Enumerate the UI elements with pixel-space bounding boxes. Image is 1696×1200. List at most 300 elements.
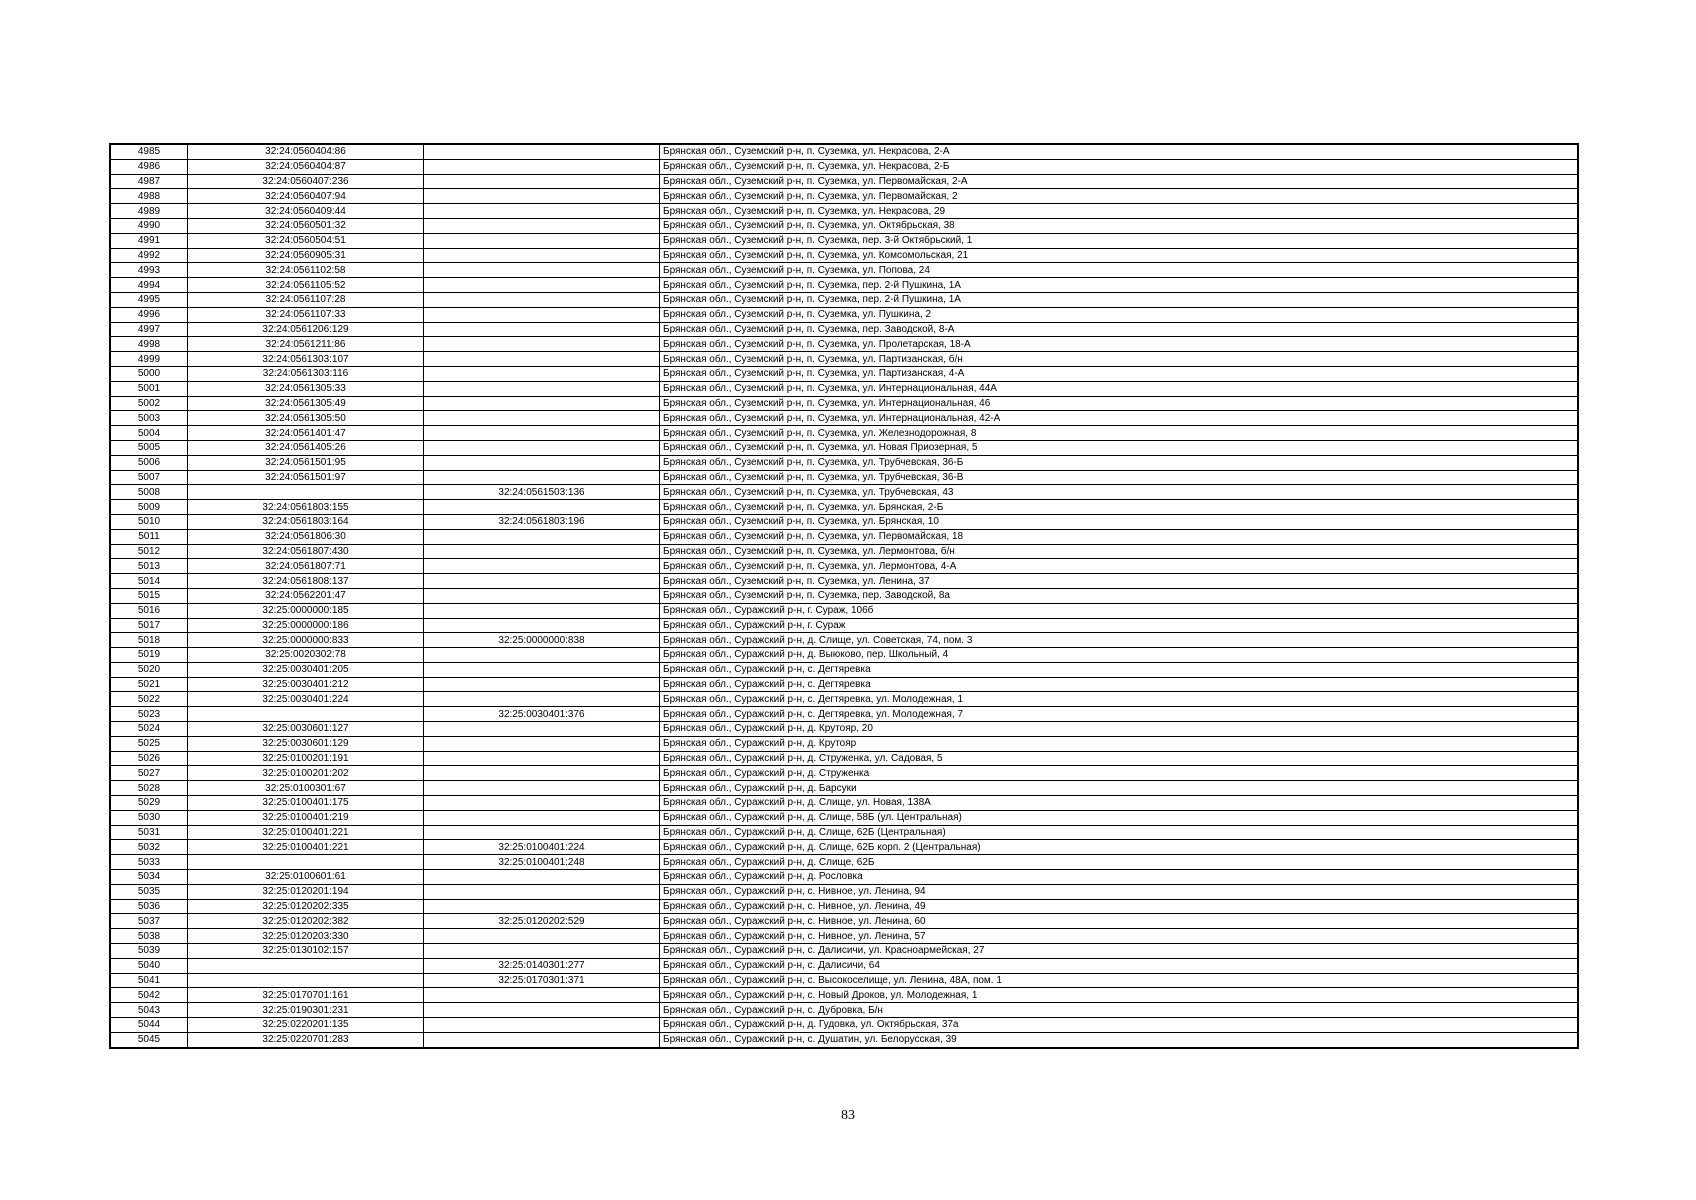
property-register-body bbox=[110, 144, 1578, 1048]
row-number-cell: 5011 bbox=[110, 529, 188, 544]
cadastral-number-cell: 32:25:0000000:833 bbox=[188, 633, 424, 648]
address-cell: Брянская обл., Суземский р-н, п. Суземка, ул. Партизанская, б/н bbox=[660, 352, 1579, 367]
cadastral-number-cell: 32:24:0561807:430 bbox=[188, 544, 424, 559]
related-cadastral-number-cell: 32:25:0140301:277 bbox=[424, 958, 660, 973]
table-row bbox=[110, 159, 1578, 174]
related-cadastral-number-cell bbox=[424, 870, 660, 885]
row-number-cell: 5008 bbox=[110, 485, 188, 500]
related-cadastral-number-cell bbox=[424, 292, 660, 307]
cadastral-number-cell: 32:24:0561807:71 bbox=[188, 559, 424, 574]
table-row bbox=[110, 307, 1578, 322]
address-cell: Брянская обл., Суземский р-н, п. Суземка, пер. 3-й Октябрьский, 1 bbox=[660, 233, 1579, 248]
table-row bbox=[110, 574, 1578, 589]
row-number-cell: 5017 bbox=[110, 618, 188, 633]
row-number-cell: 5012 bbox=[110, 544, 188, 559]
table-row bbox=[110, 322, 1578, 337]
row-number-cell: 4999 bbox=[110, 352, 188, 367]
address-cell: Брянская обл., Суражский р-н, с. Нивное, ул. Ленина, 60 bbox=[660, 914, 1579, 929]
address-cell: Брянская обл., Суземский р-н, п. Суземка, ул. Октябрьская, 38 bbox=[660, 218, 1579, 233]
cadastral-number-cell: 32:25:0100301:67 bbox=[188, 781, 424, 796]
table-row bbox=[110, 1003, 1578, 1018]
cadastral-number-cell: 32:25:0100201:202 bbox=[188, 766, 424, 781]
address-cell: Брянская обл., Суражский р-н, с. Дегтяревка, ул. Молодежная, 1 bbox=[660, 692, 1579, 707]
address-cell: Брянская обл., Суземский р-н, п. Суземка, ул. Трубчевская, 43 bbox=[660, 485, 1579, 500]
table-row bbox=[110, 855, 1578, 870]
related-cadastral-number-cell: 32:25:0120202:529 bbox=[424, 914, 660, 929]
related-cadastral-number-cell bbox=[424, 278, 660, 293]
address-cell: Брянская обл., Суземский р-н, п. Суземка, ул. Интернациональная, 42-А bbox=[660, 411, 1579, 426]
table-row bbox=[110, 588, 1578, 603]
cadastral-number-cell: 32:24:0560407:236 bbox=[188, 174, 424, 189]
address-cell: Брянская обл., Суземский р-н, п. Суземка, ул. Новая Приозерная, 5 bbox=[660, 440, 1579, 455]
row-number-cell: 5020 bbox=[110, 662, 188, 677]
address-cell: Брянская обл., Суражский р-н, с. Дегтяревка bbox=[660, 662, 1579, 677]
address-cell: Брянская обл., Суражский р-н, д. Слище, ул. Советская, 74, пом. 3 bbox=[660, 633, 1579, 648]
address-cell: Брянская обл., Суражский р-н, с. Высокоселище, ул. Ленина, 48А, пом. 1 bbox=[660, 973, 1579, 988]
row-number-cell: 5022 bbox=[110, 692, 188, 707]
related-cadastral-number-cell: 32:25:0170301:371 bbox=[424, 973, 660, 988]
table-row bbox=[110, 352, 1578, 367]
cadastral-number-cell: 32:24:0560501:32 bbox=[188, 218, 424, 233]
cadastral-number-cell: 32:25:0100401:221 bbox=[188, 825, 424, 840]
row-number-cell: 5018 bbox=[110, 633, 188, 648]
table-row bbox=[110, 618, 1578, 633]
table-row bbox=[110, 514, 1578, 529]
cadastral-number-cell: 32:24:0561405:26 bbox=[188, 440, 424, 455]
table-row bbox=[110, 544, 1578, 559]
cadastral-number-cell: 32:25:0030401:212 bbox=[188, 677, 424, 692]
table-row bbox=[110, 825, 1578, 840]
address-cell: Брянская обл., Суражский р-н, с. Дегтяревка bbox=[660, 677, 1579, 692]
row-number-cell: 4995 bbox=[110, 292, 188, 307]
related-cadastral-number-cell bbox=[424, 144, 660, 159]
table-row bbox=[110, 366, 1578, 381]
cadastral-number-cell: 32:24:0561105:52 bbox=[188, 278, 424, 293]
row-number-cell: 5002 bbox=[110, 396, 188, 411]
table-row bbox=[110, 692, 1578, 707]
row-number-cell: 5013 bbox=[110, 559, 188, 574]
table-row bbox=[110, 603, 1578, 618]
cadastral-number-cell: 32:24:0561305:50 bbox=[188, 411, 424, 426]
row-number-cell: 4987 bbox=[110, 174, 188, 189]
address-cell: Брянская обл., Суражский р-н, д. Слище, 62Б bbox=[660, 855, 1579, 870]
table-row bbox=[110, 381, 1578, 396]
address-cell: Брянская обл., Суражский р-н, с. Нивное, ул. Ленина, 94 bbox=[660, 884, 1579, 899]
related-cadastral-number-cell bbox=[424, 899, 660, 914]
cadastral-number-cell: 32:24:0561107:28 bbox=[188, 292, 424, 307]
page-number: 83 bbox=[841, 1108, 855, 1123]
related-cadastral-number-cell bbox=[424, 455, 660, 470]
address-cell: Брянская обл., Суземский р-н, п. Суземка, ул. Лермонтова, б/н bbox=[660, 544, 1579, 559]
row-number-cell: 5006 bbox=[110, 455, 188, 470]
row-number-cell: 5044 bbox=[110, 1018, 188, 1033]
address-cell: Брянская обл., Суражский р-н, д. Рословка bbox=[660, 870, 1579, 885]
related-cadastral-number-cell bbox=[424, 929, 660, 944]
table-row bbox=[110, 973, 1578, 988]
row-number-cell: 5045 bbox=[110, 1032, 188, 1047]
related-cadastral-number-cell: 32:25:0100401:224 bbox=[424, 840, 660, 855]
table-row bbox=[110, 766, 1578, 781]
table-row bbox=[110, 662, 1578, 677]
row-number-cell: 5026 bbox=[110, 751, 188, 766]
row-number-cell: 4997 bbox=[110, 322, 188, 337]
row-number-cell: 5043 bbox=[110, 1003, 188, 1018]
cadastral-number-cell: 32:24:0561211:86 bbox=[188, 337, 424, 352]
row-number-cell: 5003 bbox=[110, 411, 188, 426]
related-cadastral-number-cell bbox=[424, 781, 660, 796]
cadastral-number-cell: 32:24:0561305:49 bbox=[188, 396, 424, 411]
cadastral-number-cell bbox=[188, 958, 424, 973]
row-number-cell: 4986 bbox=[110, 159, 188, 174]
table-row bbox=[110, 470, 1578, 485]
address-cell: Брянская обл., Суражский р-н, с. Далисичи, 64 bbox=[660, 958, 1579, 973]
table-row bbox=[110, 248, 1578, 263]
address-cell: Брянская обл., Суземский р-н, п. Суземка, ул. Первомайская, 18 bbox=[660, 529, 1579, 544]
related-cadastral-number-cell bbox=[424, 440, 660, 455]
row-number-cell: 5000 bbox=[110, 366, 188, 381]
cadastral-number-cell: 32:24:0561303:107 bbox=[188, 352, 424, 367]
related-cadastral-number-cell bbox=[424, 263, 660, 278]
table-row bbox=[110, 174, 1578, 189]
table-row bbox=[110, 278, 1578, 293]
table-row bbox=[110, 648, 1578, 663]
related-cadastral-number-cell bbox=[424, 603, 660, 618]
cadastral-number-cell: 32:24:0560409:44 bbox=[188, 204, 424, 219]
row-number-cell: 5007 bbox=[110, 470, 188, 485]
address-cell: Брянская обл., Суземский р-н, п. Суземка, ул. Некрасова, 29 bbox=[660, 204, 1579, 219]
address-cell: Брянская обл., Суземский р-н, п. Суземка, пер. 2-й Пушкина, 1А bbox=[660, 278, 1579, 293]
related-cadastral-number-cell bbox=[424, 381, 660, 396]
cadastral-number-cell: 32:24:0560504:51 bbox=[188, 233, 424, 248]
cadastral-number-cell: 32:25:0100601:61 bbox=[188, 870, 424, 885]
cadastral-number-cell bbox=[188, 707, 424, 722]
cadastral-number-cell: 32:24:0561501:97 bbox=[188, 470, 424, 485]
related-cadastral-number-cell bbox=[424, 1032, 660, 1047]
related-cadastral-number-cell bbox=[424, 218, 660, 233]
table-row bbox=[110, 337, 1578, 352]
related-cadastral-number-cell bbox=[424, 1018, 660, 1033]
table-row bbox=[110, 144, 1578, 159]
row-number-cell: 5015 bbox=[110, 588, 188, 603]
address-cell: Брянская обл., Суражский р-н, с. Душатин, ул. Белорусская, 39 bbox=[660, 1032, 1579, 1047]
cadastral-number-cell: 32:25:0030601:129 bbox=[188, 736, 424, 751]
table-row bbox=[110, 870, 1578, 885]
cadastral-number-cell: 32:24:0561206:129 bbox=[188, 322, 424, 337]
cadastral-number-cell bbox=[188, 973, 424, 988]
cadastral-number-cell: 32:24:0561803:155 bbox=[188, 500, 424, 515]
address-cell: Брянская обл., Суражский р-н, д. Слище, ул. Новая, 138А bbox=[660, 796, 1579, 811]
address-cell: Брянская обл., Суражский р-н, д. Струженка, ул. Садовая, 5 bbox=[660, 751, 1579, 766]
cadastral-number-cell: 32:25:0170701:161 bbox=[188, 988, 424, 1003]
related-cadastral-number-cell: 32:24:0561503:136 bbox=[424, 485, 660, 500]
row-number-cell: 5041 bbox=[110, 973, 188, 988]
row-number-cell: 5027 bbox=[110, 766, 188, 781]
row-number-cell: 5001 bbox=[110, 381, 188, 396]
row-number-cell: 4991 bbox=[110, 233, 188, 248]
address-cell: Брянская обл., Суземский р-н, п. Суземка, ул. Первомайская, 2-А bbox=[660, 174, 1579, 189]
cadastral-number-cell: 32:25:0020302:78 bbox=[188, 648, 424, 663]
table-row bbox=[110, 929, 1578, 944]
address-cell: Брянская обл., Суземский р-н, п. Суземка, ул. Пролетарская, 18-А bbox=[660, 337, 1579, 352]
cadastral-number-cell: 32:25:0130102:157 bbox=[188, 944, 424, 959]
address-cell: Брянская обл., Суражский р-н, с. Дегтяревка, ул. Молодежная, 7 bbox=[660, 707, 1579, 722]
related-cadastral-number-cell bbox=[424, 426, 660, 441]
table-row bbox=[110, 958, 1578, 973]
table-row bbox=[110, 1018, 1578, 1033]
address-cell: Брянская обл., Суражский р-н, д. Гудовка, ул. Октябрьская, 37а bbox=[660, 1018, 1579, 1033]
related-cadastral-number-cell bbox=[424, 944, 660, 959]
related-cadastral-number-cell bbox=[424, 500, 660, 515]
related-cadastral-number-cell bbox=[424, 648, 660, 663]
address-cell: Брянская обл., Суражский р-н, г. Сураж, 106б bbox=[660, 603, 1579, 618]
related-cadastral-number-cell bbox=[424, 988, 660, 1003]
address-cell: Брянская обл., Суражский р-н, д. Выюково, пер. Школьный, 4 bbox=[660, 648, 1579, 663]
address-cell: Брянская обл., Суражский р-н, д. Слище, 58Б (ул. Центральная) bbox=[660, 810, 1579, 825]
address-cell: Брянская обл., Суземский р-н, п. Суземка, пер. 2-й Пушкина, 1А bbox=[660, 292, 1579, 307]
address-cell: Брянская обл., Суземский р-н, п. Суземка, ул. Попова, 24 bbox=[660, 263, 1579, 278]
row-number-cell: 5042 bbox=[110, 988, 188, 1003]
row-number-cell: 5019 bbox=[110, 648, 188, 663]
row-number-cell: 4996 bbox=[110, 307, 188, 322]
table-row bbox=[110, 559, 1578, 574]
table-row bbox=[110, 292, 1578, 307]
related-cadastral-number-cell bbox=[424, 204, 660, 219]
address-cell: Брянская обл., Суземский р-н, п. Суземка, пер. Заводской, 8-А bbox=[660, 322, 1579, 337]
related-cadastral-number-cell bbox=[424, 307, 660, 322]
address-cell: Брянская обл., Суражский р-н, д. Крутояр bbox=[660, 736, 1579, 751]
row-number-cell: 5030 bbox=[110, 810, 188, 825]
table-row bbox=[110, 455, 1578, 470]
table-row bbox=[110, 485, 1578, 500]
address-cell: Брянская обл., Суражский р-н, д. Барсуки bbox=[660, 781, 1579, 796]
address-cell: Брянская обл., Суземский р-н, п. Суземка, ул. Первомайская, 2 bbox=[660, 189, 1579, 204]
table-row bbox=[110, 840, 1578, 855]
cadastral-number-cell: 32:24:0561803:164 bbox=[188, 514, 424, 529]
address-cell: Брянская обл., Суражский р-н, с. Далисичи, ул. Красноармейская, 27 bbox=[660, 944, 1579, 959]
address-cell: Брянская обл., Суземский р-н, п. Суземка, ул. Интернациональная, 46 bbox=[660, 396, 1579, 411]
related-cadastral-number-cell bbox=[424, 337, 660, 352]
row-number-cell: 5029 bbox=[110, 796, 188, 811]
cadastral-number-cell: 32:25:0120202:335 bbox=[188, 899, 424, 914]
related-cadastral-number-cell bbox=[424, 248, 660, 263]
row-number-cell: 5039 bbox=[110, 944, 188, 959]
row-number-cell: 4989 bbox=[110, 204, 188, 219]
table-row bbox=[110, 633, 1578, 648]
property-register-table bbox=[109, 143, 1579, 1049]
table-row bbox=[110, 944, 1578, 959]
cadastral-number-cell: 32:24:0561102:58 bbox=[188, 263, 424, 278]
row-number-cell: 4990 bbox=[110, 218, 188, 233]
related-cadastral-number-cell bbox=[424, 677, 660, 692]
cadastral-number-cell: 32:25:0100401:221 bbox=[188, 840, 424, 855]
related-cadastral-number-cell: 32:25:0100401:248 bbox=[424, 855, 660, 870]
row-number-cell: 5036 bbox=[110, 899, 188, 914]
related-cadastral-number-cell bbox=[424, 396, 660, 411]
table-row bbox=[110, 426, 1578, 441]
cadastral-number-cell: 32:24:0560404:87 bbox=[188, 159, 424, 174]
address-cell: Брянская обл., Суражский р-н, д. Слище, 62Б (Центральная) bbox=[660, 825, 1579, 840]
table-row bbox=[110, 736, 1578, 751]
related-cadastral-number-cell bbox=[424, 618, 660, 633]
cadastral-number-cell: 32:25:0030601:127 bbox=[188, 722, 424, 737]
address-cell: Брянская обл., Суземский р-н, п. Суземка, ул. Железнодорожная, 8 bbox=[660, 426, 1579, 441]
cadastral-number-cell: 32:25:0100201:191 bbox=[188, 751, 424, 766]
table-row bbox=[110, 722, 1578, 737]
cadastral-number-cell: 32:24:0561808:137 bbox=[188, 574, 424, 589]
cadastral-number-cell: 32:24:0562201:47 bbox=[188, 588, 424, 603]
row-number-cell: 5004 bbox=[110, 426, 188, 441]
related-cadastral-number-cell bbox=[424, 352, 660, 367]
related-cadastral-number-cell bbox=[424, 662, 660, 677]
address-cell: Брянская обл., Суземский р-н, п. Суземка, ул. Брянская, 2-Б bbox=[660, 500, 1579, 515]
cadastral-number-cell: 32:25:0030401:224 bbox=[188, 692, 424, 707]
address-cell: Брянская обл., Суражский р-н, с. Нивное, ул. Ленина, 49 bbox=[660, 899, 1579, 914]
cadastral-number-cell: 32:25:0120202:382 bbox=[188, 914, 424, 929]
row-number-cell: 5033 bbox=[110, 855, 188, 870]
related-cadastral-number-cell bbox=[424, 751, 660, 766]
related-cadastral-number-cell bbox=[424, 470, 660, 485]
row-number-cell: 5014 bbox=[110, 574, 188, 589]
related-cadastral-number-cell bbox=[424, 766, 660, 781]
related-cadastral-number-cell: 32:24:0561803:196 bbox=[424, 514, 660, 529]
address-cell: Брянская обл., Суражский р-н, д. Крутояр, 20 bbox=[660, 722, 1579, 737]
address-cell: Брянская обл., Суземский р-н, п. Суземка, ул. Трубчевская, 36-В bbox=[660, 470, 1579, 485]
row-number-cell: 5034 bbox=[110, 870, 188, 885]
address-cell: Брянская обл., Суземский р-н, п. Суземка, ул. Комсомольская, 21 bbox=[660, 248, 1579, 263]
cadastral-number-cell: 32:25:0220701:283 bbox=[188, 1032, 424, 1047]
address-cell: Брянская обл., Суражский р-н, с. Дубровка, Б/н bbox=[660, 1003, 1579, 1018]
row-number-cell: 4993 bbox=[110, 263, 188, 278]
address-cell: Брянская обл., Суражский р-н, д. Слище, 62Б корп. 2 (Центральная) bbox=[660, 840, 1579, 855]
address-cell: Брянская обл., Суземский р-н, п. Суземка, ул. Лермонтова, 4-А bbox=[660, 559, 1579, 574]
address-cell: Брянская обл., Суземский р-н, п. Суземка, ул. Трубчевская, 36-Б bbox=[660, 455, 1579, 470]
cadastral-number-cell: 32:25:0120201:194 bbox=[188, 884, 424, 899]
address-cell: Брянская обл., Суземский р-н, п. Суземка, ул. Некрасова, 2-Б bbox=[660, 159, 1579, 174]
address-cell: Брянская обл., Суземский р-н, п. Суземка, пер. Заводской, 8а bbox=[660, 588, 1579, 603]
cadastral-number-cell: 32:25:0000000:186 bbox=[188, 618, 424, 633]
table-row bbox=[110, 529, 1578, 544]
address-cell: Брянская обл., Суземский р-н, п. Суземка, ул. Интернациональная, 44А bbox=[660, 381, 1579, 396]
row-number-cell: 5031 bbox=[110, 825, 188, 840]
table-row bbox=[110, 884, 1578, 899]
row-number-cell: 4988 bbox=[110, 189, 188, 204]
cadastral-number-cell: 32:24:0561501:95 bbox=[188, 455, 424, 470]
row-number-cell: 5021 bbox=[110, 677, 188, 692]
related-cadastral-number-cell bbox=[424, 159, 660, 174]
related-cadastral-number-cell bbox=[424, 366, 660, 381]
row-number-cell: 5005 bbox=[110, 440, 188, 455]
address-cell: Брянская обл., Суражский р-н, д. Струженка bbox=[660, 766, 1579, 781]
related-cadastral-number-cell: 32:25:0030401:376 bbox=[424, 707, 660, 722]
related-cadastral-number-cell bbox=[424, 544, 660, 559]
cadastral-number-cell: 32:24:0561305:33 bbox=[188, 381, 424, 396]
related-cadastral-number-cell bbox=[424, 884, 660, 899]
related-cadastral-number-cell bbox=[424, 411, 660, 426]
address-cell: Брянская обл., Суражский р-н, г. Сураж bbox=[660, 618, 1579, 633]
row-number-cell: 5028 bbox=[110, 781, 188, 796]
table-row bbox=[110, 810, 1578, 825]
related-cadastral-number-cell bbox=[424, 796, 660, 811]
table-row bbox=[110, 796, 1578, 811]
table-row bbox=[110, 189, 1578, 204]
related-cadastral-number-cell bbox=[424, 722, 660, 737]
row-number-cell: 5037 bbox=[110, 914, 188, 929]
related-cadastral-number-cell bbox=[424, 174, 660, 189]
cadastral-number-cell: 32:25:0220201:135 bbox=[188, 1018, 424, 1033]
related-cadastral-number-cell bbox=[424, 233, 660, 248]
related-cadastral-number-cell bbox=[424, 588, 660, 603]
related-cadastral-number-cell bbox=[424, 692, 660, 707]
related-cadastral-number-cell bbox=[424, 1003, 660, 1018]
table-row bbox=[110, 677, 1578, 692]
row-number-cell: 4994 bbox=[110, 278, 188, 293]
cadastral-number-cell: 32:24:0560407:94 bbox=[188, 189, 424, 204]
address-cell: Брянская обл., Суражский р-н, с. Новый Дроков, ул. Молодежная, 1 bbox=[660, 988, 1579, 1003]
address-cell: Брянская обл., Суражский р-н, с. Нивное, ул. Ленина, 57 bbox=[660, 929, 1579, 944]
cadastral-number-cell bbox=[188, 855, 424, 870]
cadastral-number-cell: 32:24:0560905:31 bbox=[188, 248, 424, 263]
row-number-cell: 5025 bbox=[110, 736, 188, 751]
table-row bbox=[110, 218, 1578, 233]
row-number-cell: 5024 bbox=[110, 722, 188, 737]
table-row bbox=[110, 988, 1578, 1003]
row-number-cell: 5009 bbox=[110, 500, 188, 515]
related-cadastral-number-cell bbox=[424, 559, 660, 574]
related-cadastral-number-cell: 32:25:0000000:838 bbox=[424, 633, 660, 648]
row-number-cell: 4992 bbox=[110, 248, 188, 263]
address-cell: Брянская обл., Суземский р-н, п. Суземка, ул. Партизанская, 4-А bbox=[660, 366, 1579, 381]
address-cell: Брянская обл., Суземский р-н, п. Суземка, ул. Брянская, 10 bbox=[660, 514, 1579, 529]
related-cadastral-number-cell bbox=[424, 736, 660, 751]
row-number-cell: 5038 bbox=[110, 929, 188, 944]
table-row bbox=[110, 500, 1578, 515]
table-row bbox=[110, 1032, 1578, 1047]
related-cadastral-number-cell bbox=[424, 810, 660, 825]
row-number-cell: 5032 bbox=[110, 840, 188, 855]
row-number-cell: 4998 bbox=[110, 337, 188, 352]
cadastral-number-cell: 32:24:0560404:86 bbox=[188, 144, 424, 159]
table-row bbox=[110, 411, 1578, 426]
table-row bbox=[110, 440, 1578, 455]
cadastral-number-cell: 32:24:0561401:47 bbox=[188, 426, 424, 441]
cadastral-number-cell: 32:25:0120203:330 bbox=[188, 929, 424, 944]
row-number-cell: 5010 bbox=[110, 514, 188, 529]
related-cadastral-number-cell bbox=[424, 189, 660, 204]
address-cell: Брянская обл., Суземский р-н, п. Суземка, ул. Пушкина, 2 bbox=[660, 307, 1579, 322]
cadastral-number-cell: 32:25:0190301:231 bbox=[188, 1003, 424, 1018]
table-row bbox=[110, 751, 1578, 766]
row-number-cell: 5035 bbox=[110, 884, 188, 899]
row-number-cell: 5023 bbox=[110, 707, 188, 722]
cadastral-number-cell: 32:25:0100401:175 bbox=[188, 796, 424, 811]
row-number-cell: 5016 bbox=[110, 603, 188, 618]
table-row bbox=[110, 781, 1578, 796]
related-cadastral-number-cell bbox=[424, 574, 660, 589]
table-row bbox=[110, 899, 1578, 914]
cadastral-number-cell bbox=[188, 485, 424, 500]
cadastral-number-cell: 32:25:0000000:185 bbox=[188, 603, 424, 618]
row-number-cell: 4985 bbox=[110, 144, 188, 159]
address-cell: Брянская обл., Суземский р-н, п. Суземка, ул. Некрасова, 2-А bbox=[660, 144, 1579, 159]
row-number-cell: 5040 bbox=[110, 958, 188, 973]
table-row bbox=[110, 263, 1578, 278]
cadastral-number-cell: 32:24:0561806:30 bbox=[188, 529, 424, 544]
related-cadastral-number-cell bbox=[424, 322, 660, 337]
related-cadastral-number-cell bbox=[424, 825, 660, 840]
cadastral-number-cell: 32:25:0030401:205 bbox=[188, 662, 424, 677]
address-cell: Брянская обл., Суземский р-н, п. Суземка, ул. Ленина, 37 bbox=[660, 574, 1579, 589]
cadastral-number-cell: 32:24:0561303:116 bbox=[188, 366, 424, 381]
